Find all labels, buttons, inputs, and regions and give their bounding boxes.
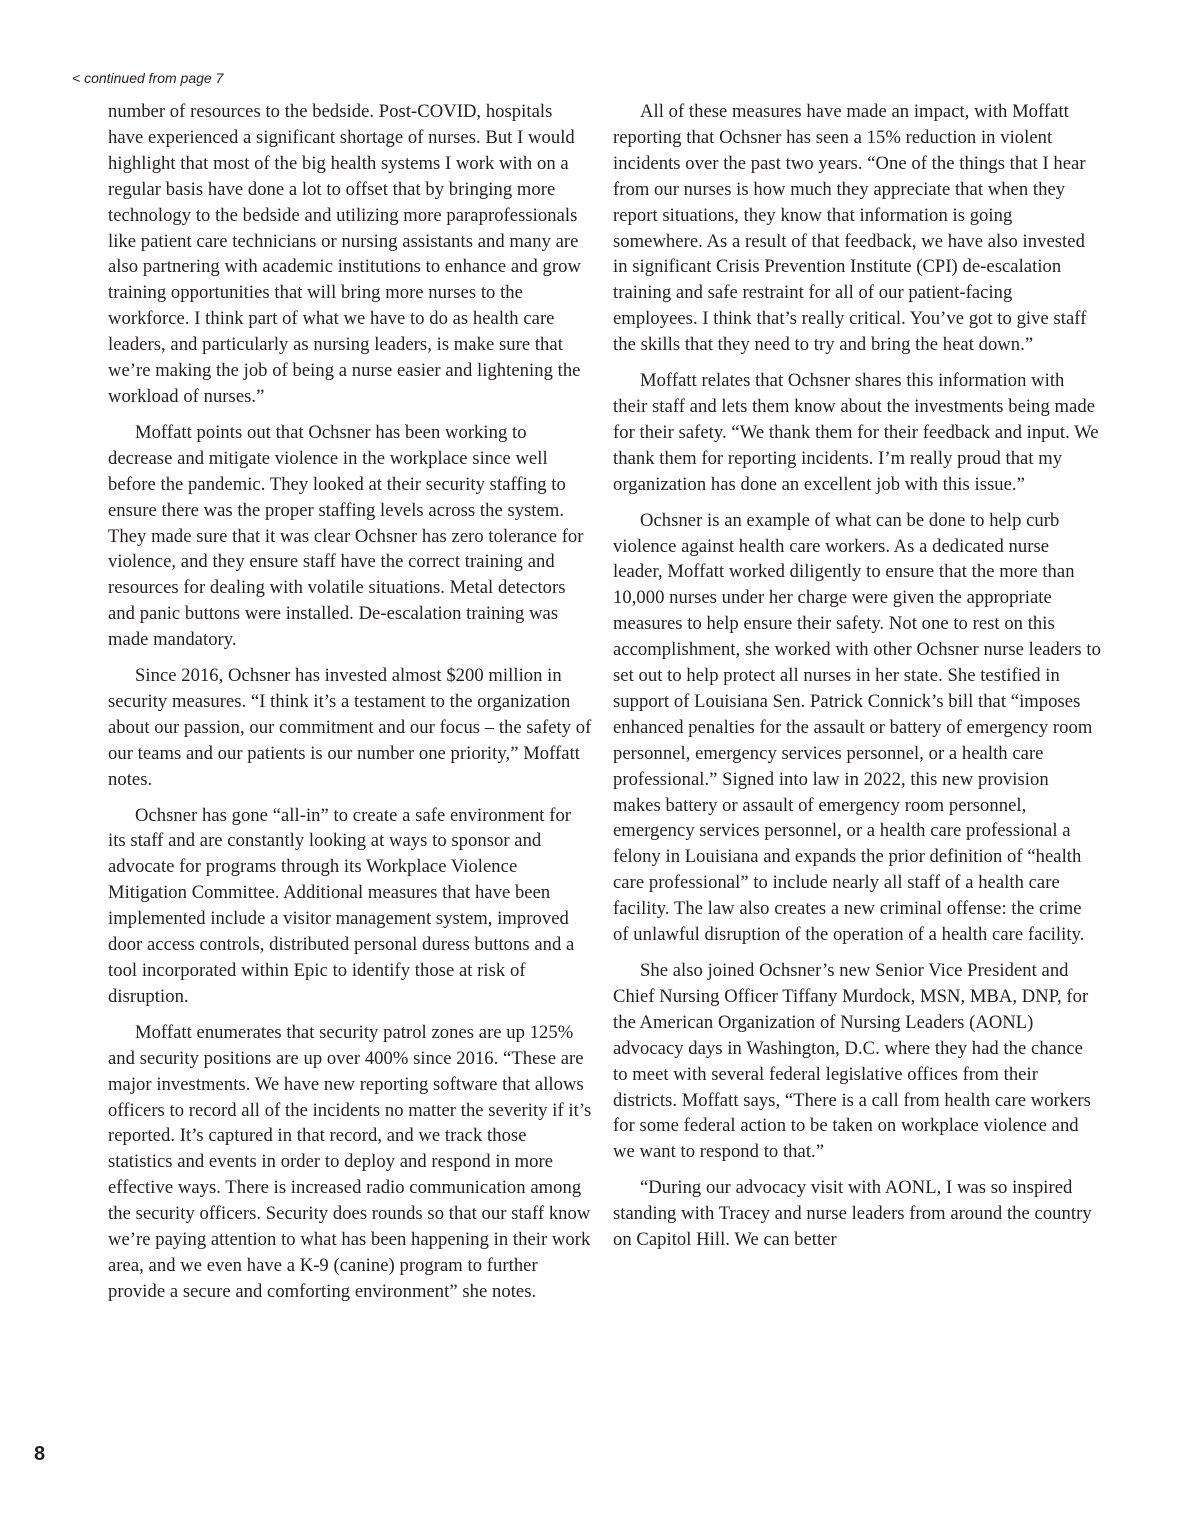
paragraph: Moffatt relates that Ochsner shares this information with their staff and lets them know about the investments being made for their safety. “We thank them for their feedback and input. We thank them for reporting incidents. I’m really proud that my organization has done an excellent job with this issue.” bbox=[613, 370, 1099, 495]
paragraph: Moffatt enumerates that security patrol zones are up 125% and security positions are up over 400% since 2016. “These are major investments. We have new reporting software that allows officers to record all of the incidents no matter the severity if it’s reported. It’s captured in that record, and we track those statistics and events in order to deploy and respond in more effective ways. There is increased radio communication among the security officers. Security does rounds so that our staff know we’re paying attention to what has been happening in their work area, and we even have a K-9 (canine) program to further provide a secure and comforting environment” she notes. bbox=[108, 1021, 592, 1302]
paragraph: Ochsner has gone “all-in” to create a safe environment for its staff and are constantly looking at ways to sponsor and advocate for programs through its Workplace Violence Mitigation Committee. Additional measures that have been implemented include a visitor management system, improved door access controls, distributed personal duress buttons and a tool incorporated within Epic to identify those at risk of disruption. bbox=[108, 804, 575, 1007]
paragraph: Ochsner is an example of what can be done to help curb violence against health care workers. As a dedicated nurse leader, Moffatt worked diligently to ensure that the more than 10,000 nurses under her charge were given the appropriate measures to help ensure their safety. Not one to rest on this accomplishment, she worked with other Ochsner nurse leaders to set out to help protect all nurses in her state. She testified in support of Louisiana Sen. Patrick Connick’s bill that “imposes enhanced penalties for the assault or battery of emergency room personnel, emergency services personnel, or a health care professional.” Signed into law in 2022, this new provision makes battery or assault of emergency room personnel, emergency services personnel, or a health care professional a felony in Louisiana and expands the prior definition of “health care professional” to include nearly all staff of a health care facility. The law also creates a new criminal offense: the crime of unlawful disruption of the operation of a health care facility. bbox=[613, 509, 1101, 946]
paragraph: “During our advocacy visit with AONL, I was so inspired standing with Tracey and nurse leaders from around the country on Capitol Hill. We can better bbox=[613, 1177, 1092, 1251]
right-column bbox=[613, 99, 1101, 1263]
continued-from-label: < continued from page 7 bbox=[72, 70, 224, 86]
paragraph: She also joined Ochsner’s new Senior Vice President and Chief Nursing Officer Tiffany Murdock, MSN, MBA, DNP, for the American Organization of Nursing Leaders (AONL) advocacy days in Washington, D.C. where they had the chance to meet with several federal legislative offices from their districts. Moffatt says, “There is a call from health care workers for some federal action to be taken on workplace violence and we want to respond to that.” bbox=[613, 960, 1091, 1163]
paragraph: All of these measures have made an impact, with Moffatt reporting that Ochsner has seen a 15% reduction in violent incidents over the past two years. “One of the things that I hear from our nurses is how much they appreciate that when they report situations, they know that information is going somewhere. As a result of that feedback, we have also invested in significant Crisis Prevention Institute (CPI) de-escalation training and safe restraint for all of our patient-facing employees. I think that’s really critical. You’ve got to give staff the skills that they need to try and bring the heat down.” bbox=[613, 101, 1087, 356]
paragraph: number of resources to the bedside. Post-COVID, hospitals have experienced a significant shortage of nurses. But I would highlight that most of the big health systems I work with on a regular basis have done a lot to offset that by bringing more technology to the bedside and utilizing more paraprofessionals like patient care technicians or nursing assistants and many are also partnering with academic institutions to enhance and grow training opportunities that will bring more nurses to the workforce. I think part of what we have to do as health care leaders, and particularly as nursing leaders, is make sure that we’re making the job of being a nurse easier and lightening the workload of nurses.” bbox=[108, 101, 581, 407]
left-column bbox=[108, 99, 592, 1315]
paragraph: Moffatt points out that Ochsner has been working to decrease and mitigate violence in the workplace since well before the pandemic. They looked at their security staffing to ensure there was the proper staffing levels across the system. They made sure that it was clear Ochsner has zero tolerance for violence, and they ensure staff have the correct training and resources for dealing with volatile situations. Metal detectors and panic buttons were installed. De-escalation training was made mandatory. bbox=[108, 421, 584, 651]
paragraph: Since 2016, Ochsner has invested almost $200 million in security measures. “I think it’s a testament to the organization about our passion, our commitment and our focus – the safety of our teams and our patients is our number one priority,” Moffatt notes. bbox=[108, 665, 592, 790]
page-number: 8 bbox=[34, 1443, 46, 1465]
